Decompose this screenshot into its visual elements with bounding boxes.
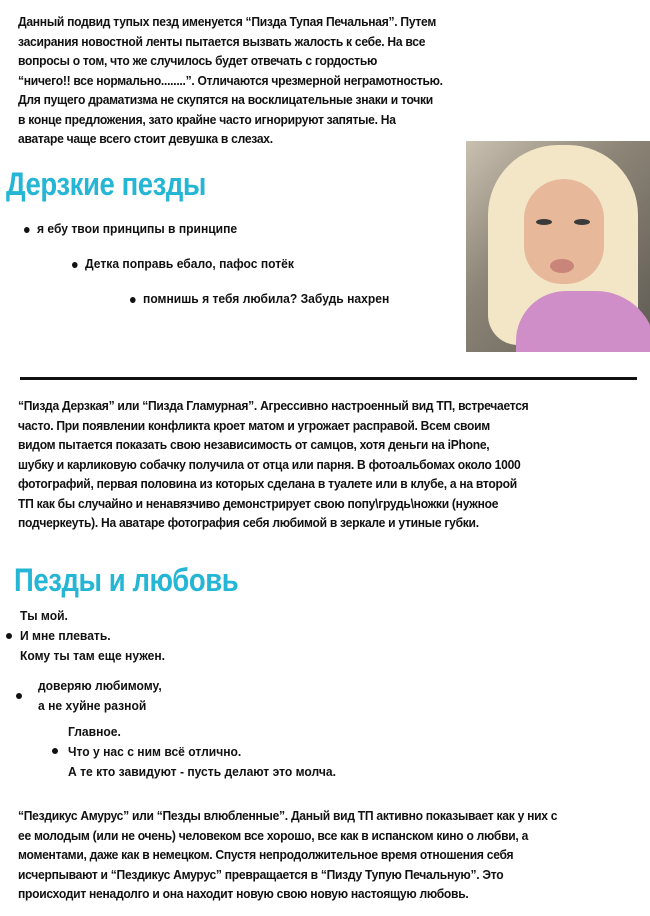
quote-line: А те кто завидуют - пусть делают это молча. [68, 764, 336, 779]
text-line: “Пизда Дерзкая” или “Пизда Гламурная”. Агрессивно настроенный вид ТП, встречается [18, 398, 529, 413]
intro-paragraph [18, 12, 443, 149]
bullet-dot [130, 297, 136, 303]
text-line: происходит ненадолго и она находит новую свою новую настоящую любовь. [18, 886, 469, 901]
quote-line: доверяю любимому, [38, 678, 162, 693]
quote-line: а не хуйне разной [38, 698, 147, 713]
section-heading-derzkie: Дерзкие пезды [6, 166, 207, 202]
quote-lines [20, 606, 165, 666]
bullet-dot [72, 262, 78, 268]
text-line: подчеркеуть). На аватаре фотография себя любимой в зеркале и утиные губки. [18, 515, 479, 530]
quote-line: Что у нас с ним всё отлично. [68, 744, 242, 759]
text-line: аватаре чаще всего стоит девушка в слезах. [18, 131, 273, 146]
section-heading-lyubov: Пезды и любовь [14, 562, 239, 598]
text-line: фотографий, первая половина из которых сделана в туалете или в клубе, а на второй [18, 476, 517, 491]
bullet-text: помнишь я тебя любила? Забудь нахрен [143, 291, 390, 306]
paragraph-amurus [18, 806, 557, 904]
bullet-item [130, 291, 389, 306]
text-line: “ничего!! все нормально........”. Отличаются чрезмерной неграмотностью. [18, 72, 443, 88]
bullet-dot [16, 693, 22, 699]
text-line: Для пущего драматизма не скупятся на восклицательные знаки и точки [18, 92, 433, 107]
text-line: ее молодым (или не очень) человеком все хорошо, все как в испанском кино о любви, а [18, 827, 529, 843]
text-line: часто. При появлении конфликта кроет матом и угрожает расправой. Всем своим [18, 417, 490, 433]
section-divider [20, 377, 637, 380]
bullet-dot [52, 748, 58, 754]
text-line: ТП как бы случайно и ненавязчиво демонстрирует свою попу\грудь\ножки (нужное [18, 495, 499, 511]
text-line: Данный подвид тупых пезд именуется “Пизда Тупая Печальная”. Путем [18, 14, 437, 29]
text-line: исчерпывают и “Пездикус Амурус” превращается в “Пизду Тупую Печальную”. Это [18, 866, 504, 882]
bullet-item [24, 221, 237, 236]
photo-eye [536, 219, 552, 225]
quote-line: И мне плевать. [20, 628, 111, 643]
bullet-text: Детка поправь ебало, пафос потёк [85, 256, 294, 271]
photo-eye [574, 219, 590, 225]
text-line: “Пездикус Амурус” или “Пезды влюбленные”. Даный вид ТП активно показывает как у них с [18, 808, 558, 823]
bullet-text: я ебу твои принципы в принципе [37, 221, 238, 236]
text-line: в конце предложения, зато крайне часто игнорируют запятые. На [18, 111, 396, 127]
quote-line: Главное. [68, 724, 121, 739]
photo-lips [550, 259, 574, 273]
quote-lines [68, 722, 336, 782]
quote-line: Ты мой. [20, 608, 68, 623]
text-line: шубку и карликовую собачку получила от отца или парня. В фотоальбомах около 1000 [18, 456, 521, 472]
paragraph-derzkaya [18, 396, 528, 533]
quote-lines [38, 676, 162, 716]
bullet-item [72, 256, 294, 271]
text-line: моментами, даже как в немецком. Спустя непродолжительное время отношения себя [18, 847, 514, 862]
girl-photo [466, 141, 650, 352]
quote-line: Кому ты там еще нужен. [20, 648, 166, 663]
bullet-dot [24, 227, 30, 233]
text-line: засирания новостной ленты пытается вызвать жалость к себе. На все [18, 33, 426, 49]
text-line: вопросы о том, что же случилось будет отвечать с гордостью [18, 53, 378, 68]
bullet-dot [6, 633, 12, 639]
text-line: видом пытается показать свою независимость от самцов, хотя деньги на iPhone, [18, 437, 490, 452]
